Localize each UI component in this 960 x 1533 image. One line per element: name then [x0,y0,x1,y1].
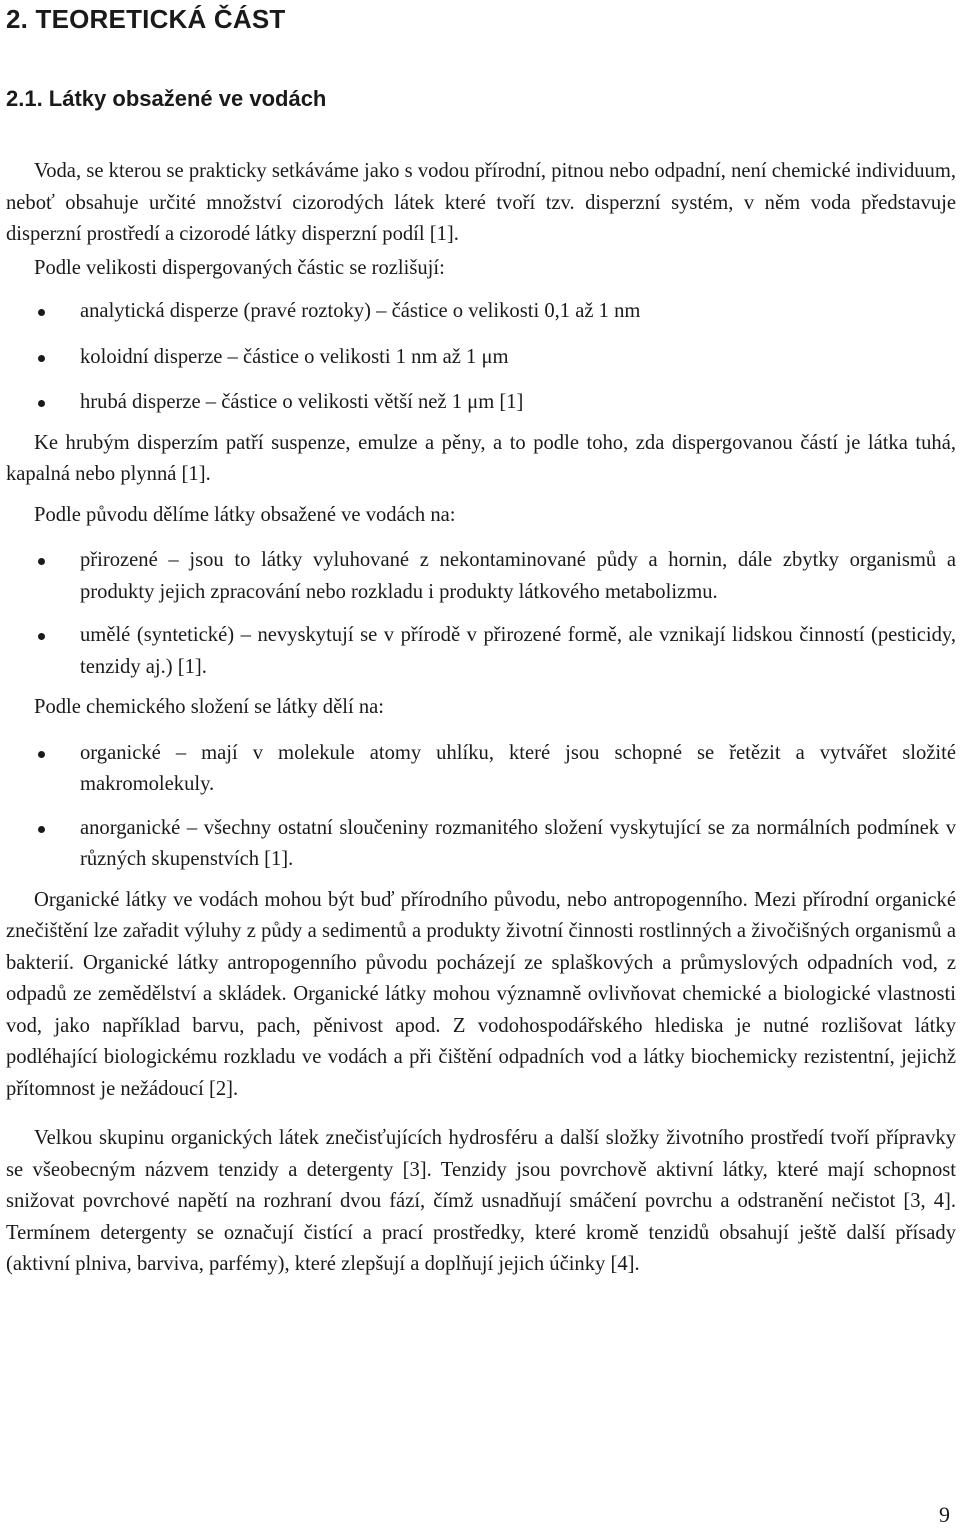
paragraph-origin-intro: Podle původu dělíme látky obsažené ve vodách na: [34,503,456,526]
bullet-icon [38,633,45,640]
bullet-icon [38,355,45,362]
paragraph-dispersion-intro: Podle velikosti dispergovaných částic se rozlišují: [34,256,445,279]
bullet-icon [38,309,45,316]
bullet-icon [38,400,45,407]
dispersion-list [6,296,956,419]
paragraph-organic-substances: Organické látky ve vodách mohou být buď přírodního původu, nebo antropogenního. Mezi přírodní organické znečištění lze zařadit výluhy z půdy a sedimentů a produkty životní činnosti rostlinných a živočišných organismů a bakterií. Organické látky antropogenního původu pocházejí ze splaškových a průmyslových odpadních vod, z odpadů ze zemědělství a skládek. Organické látky mohou významně ovlivňovat chemické a biologické vlastnosti vod, jako například barvu, pach, pěnivost apod. Z vodohospodářského hlediska je nutné rozlišovat látky podléhající biologickému rozkladu ve vodách a při čištění odpadních vod a látky biochemicky rezistentní, jejichž přítomnost je nežádoucí [2]. [6,888,956,1100]
section-heading: 2.1. Látky obsažené ve vodách [6,86,327,111]
bullet-icon [38,558,45,565]
page-number: 9 [939,1502,950,1527]
bullet-icon [38,751,45,758]
list-item: analytická disperze (pravé roztoky) – částice o velikosti 0,1 až 1 nm [6,296,956,328]
body-text [6,156,956,1281]
paragraph-coarse: Ke hrubým disperzím patří suspenze, emulze a pěny, a to podle toho, zda dispergovanou částí je látka tuhá, kapalná nebo plynná [1]. [6,431,956,485]
paragraph-tensides: Velkou skupinu organických látek znečisťujících hydrosféru a další složky životního prostředí tvoří přípravky se všeobecným názvem tenzidy a detergenty [3]. Tenzidy jsou povrchově aktivní látky, které mají schopnost snižovat povrchové napětí na rozhraní dvou fází, čímž usnadňují smáčení povrchu a odstranění nečistot [3, 4]. Termínem detergenty se označují čistící a prací prostředky, které kromě tenzidů obsahují ještě další přísady (aktivní plniva, barviva, parfémy), které zlepšují a doplňují jejich účinky [4]. [6,1127,956,1275]
composition-list [6,738,956,876]
paragraph-intro: Voda, se kterou se prakticky setkáváme jako s vodou přírodní, pitnou nebo odpadní, není chemické individuum, neboť obsahuje určité množství cizorodých látek které tvoří tzv. disperzní systém, v něm voda představuje disperzní prostředí a cizorodé látky disperzní podíl [1]. [6,160,956,245]
list-item: přirozené – jsou to látky vyluhované z nekontaminované půdy a hornin, dále zbytky organismů a produkty jejich zpracování nebo rozkladu i produkty látkového metabolizmu. [6,545,956,608]
list-item: umělé (syntetické) – nevyskytují se v přírodě v přirozené formě, ale vznikají lidskou činností (pesticidy, tenzidy aj.) [1]. [6,620,956,683]
bullet-icon [38,826,45,833]
list-item: hrubá disperze – částice o velikosti větší než 1 μm [1] [6,387,956,419]
list-item: koloidní disperze – částice o velikosti 1 nm až 1 μm [6,342,956,374]
chapter-heading: 2. TEORETICKÁ ČÁST [6,4,286,34]
list-item: anorganické – všechny ostatní sloučeniny rozmanitého složení vyskytující se za normálních podmínek v různých skupenstvích [1]. [6,813,956,876]
list-item: organické – mají v molekule atomy uhlíku, které jsou schopné se řetězit a vytvářet složité makromolekuly. [6,738,956,801]
paragraph-composition-intro: Podle chemického složení se látky dělí na: [34,696,384,718]
origin-list [6,545,956,683]
